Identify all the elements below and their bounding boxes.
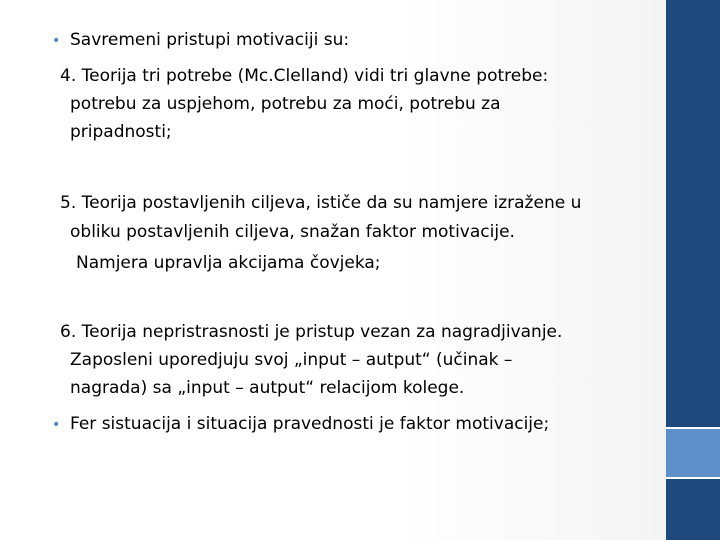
bullet-text-conclusion: Fer sistuacija i situacija pravednosti je faktor motivacije; (70, 414, 550, 434)
bullet-icon: • (52, 417, 61, 433)
item-5-line-2: obliku postavljenih ciljeva, snažan faktor motivacije. (70, 222, 515, 242)
sidebar-decoration (666, 0, 720, 540)
bullet-text-intro: Savremeni pristupi motivaciji su: (70, 30, 350, 50)
item-5-line-1: 5. Teorija postavljenih ciljeva, ističe da su namjere izražene u (60, 193, 582, 213)
item-4-line-3: pripadnosti; (70, 122, 172, 142)
sidebar-block-bottom (666, 479, 720, 540)
item-6-line-1: 6. Teorija nepristrasnosti je pristup vezan za nagradjivanje. (60, 322, 563, 342)
sidebar-block-middle (666, 429, 720, 477)
sidebar-block-top (666, 0, 720, 427)
item-4-line-1: 4. Teorija tri potrebe (Mc.Clelland) vidi tri glavne potrebe: (60, 66, 549, 86)
bullet-icon: • (52, 33, 61, 49)
item-6-line-2: Zaposleni uporedjuju svoj „input – autput“ (učinak – (70, 350, 513, 370)
item-6-line-3: nagrada) sa „input – autput“ relacijom kolege. (70, 378, 465, 398)
item-4-line-2: potrebu za uspjehom, potrebu za moći, potrebu za (70, 94, 501, 114)
item-5-line-3: Namjera upravlja akcijama čovjeka; (76, 253, 381, 273)
